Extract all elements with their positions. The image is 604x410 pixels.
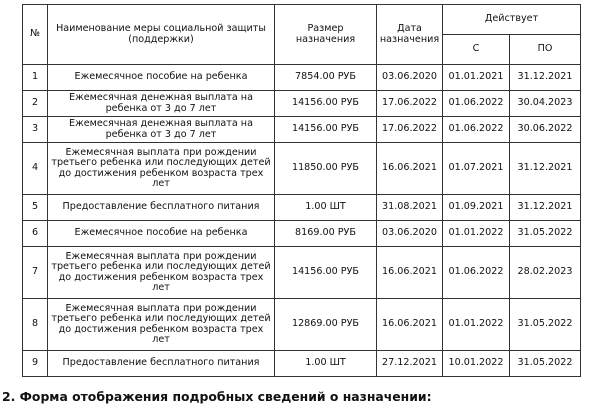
cell-amount: 14156.00 РУБ xyxy=(275,117,377,143)
cell-num: 7 xyxy=(23,247,48,299)
header-amount: Размер назначения xyxy=(275,5,377,65)
cell-date: 16.06.2021 xyxy=(377,247,443,299)
cell-date: 17.06.2022 xyxy=(377,91,443,117)
cell-from: 01.09.2021 xyxy=(443,195,510,221)
cell-num: 3 xyxy=(23,117,48,143)
cell-from: 01.01.2022 xyxy=(443,221,510,247)
cell-to: 31.05.2022 xyxy=(510,351,581,377)
header-valid: Действует xyxy=(443,5,581,35)
cell-amount: 11850.00 РУБ xyxy=(275,143,377,195)
table-row xyxy=(23,91,581,117)
cell-amount: 14156.00 РУБ xyxy=(275,91,377,117)
cell-num: 9 xyxy=(23,351,48,377)
cell-from: 01.06.2022 xyxy=(443,117,510,143)
header-to: ПО xyxy=(510,35,581,65)
cell-from: 01.07.2021 xyxy=(443,143,510,195)
cell-date: 31.08.2021 xyxy=(377,195,443,221)
table-row xyxy=(23,65,581,91)
cell-to: 30.06.2022 xyxy=(510,117,581,143)
cell-num: 2 xyxy=(23,91,48,117)
cell-from: 01.06.2022 xyxy=(443,91,510,117)
cell-measure: Ежемесячная выплата при рождении третьего ребенка или последующих детей до достижения ребенком возраста трех лет xyxy=(48,247,275,299)
cell-amount: 7854.00 РУБ xyxy=(275,65,377,91)
table-body xyxy=(23,65,581,377)
cell-amount: 8169.00 РУБ xyxy=(275,221,377,247)
cell-measure: Ежемесячная денежная выплата на ребенка от 3 до 7 лет xyxy=(48,117,275,143)
cell-num: 6 xyxy=(23,221,48,247)
cell-measure: Предоставление бесплатного питания xyxy=(48,351,275,377)
table-row xyxy=(23,143,581,195)
cell-from: 01.01.2021 xyxy=(443,65,510,91)
cell-amount: 12869.00 РУБ xyxy=(275,299,377,351)
section-title: 2. Форма отображения подробных сведений о назначении: xyxy=(2,389,432,404)
cell-to: 30.04.2023 xyxy=(510,91,581,117)
header-row xyxy=(23,5,581,35)
header-measure: Наименование меры социальной защиты (поддержки) xyxy=(48,5,275,65)
cell-date: 03.06.2020 xyxy=(377,65,443,91)
cell-date: 03.06.2020 xyxy=(377,221,443,247)
table-row xyxy=(23,195,581,221)
cell-amount: 1.00 ШТ xyxy=(275,351,377,377)
header-num: № xyxy=(23,5,48,65)
cell-date: 16.06.2021 xyxy=(377,299,443,351)
table-row xyxy=(23,247,581,299)
cell-num: 8 xyxy=(23,299,48,351)
cell-measure: Ежемесячная выплата при рождении третьего ребенка или последующих детей до достижения ребенком возраста трех лет xyxy=(48,299,275,351)
cell-measure: Ежемесячное пособие на ребенка xyxy=(48,221,275,247)
benefits-table xyxy=(22,4,581,377)
cell-to: 31.05.2022 xyxy=(510,299,581,351)
cell-from: 01.01.2022 xyxy=(443,299,510,351)
cell-num: 4 xyxy=(23,143,48,195)
cell-to: 28.02.2023 xyxy=(510,247,581,299)
cell-to: 31.05.2022 xyxy=(510,221,581,247)
cell-amount: 1.00 ШТ xyxy=(275,195,377,221)
table-row xyxy=(23,351,581,377)
cell-from: 10.01.2022 xyxy=(443,351,510,377)
cell-date: 16.06.2021 xyxy=(377,143,443,195)
cell-from: 01.06.2022 xyxy=(443,247,510,299)
cell-to: 31.12.2021 xyxy=(510,65,581,91)
cell-to: 31.12.2021 xyxy=(510,143,581,195)
table-row xyxy=(23,299,581,351)
table-row xyxy=(23,117,581,143)
header-from: С xyxy=(443,35,510,65)
cell-date: 17.06.2022 xyxy=(377,117,443,143)
cell-measure: Ежемесячное пособие на ребенка xyxy=(48,65,275,91)
cell-measure: Предоставление бесплатного питания xyxy=(48,195,275,221)
table-row xyxy=(23,221,581,247)
header-date: Дата назначения xyxy=(377,5,443,65)
cell-num: 5 xyxy=(23,195,48,221)
cell-measure: Ежемесячная выплата при рождении третьего ребенка или последующих детей до достижения ребенком возраста трех лет xyxy=(48,143,275,195)
cell-date: 27.12.2021 xyxy=(377,351,443,377)
cell-to: 31.12.2021 xyxy=(510,195,581,221)
cell-num: 1 xyxy=(23,65,48,91)
cell-measure: Ежемесячная денежная выплата на ребенка от 3 до 7 лет xyxy=(48,91,275,117)
cell-amount: 14156.00 РУБ xyxy=(275,247,377,299)
